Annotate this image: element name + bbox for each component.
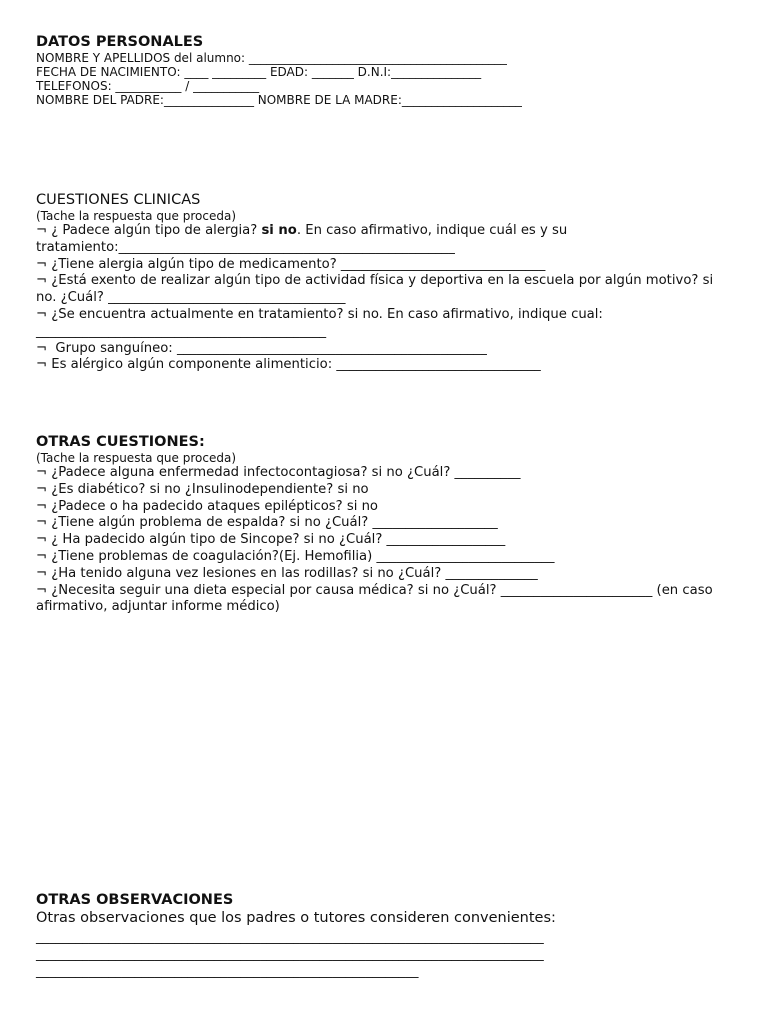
datos-line-telefonos: TELEFONOS: ___________ / ___________ xyxy=(36,79,260,93)
clinicas-q1-post: . En caso afirmativo, indique cuál es y su tratamiento:___________________________________________________ xyxy=(36,223,572,255)
clinicas-q1-pre: ¬ ¿ Padece algún tipo de alergia? xyxy=(36,223,262,238)
clinicas-note: (Tache la respuesta que proceda) xyxy=(36,209,236,223)
clinicas-question-tratamiento: ¬ ¿Se encuentra actualmente en tratamiento? si no. En caso afirmativo, indique cual: ____________________________________________ xyxy=(36,306,608,339)
clinicas-question-alergia xyxy=(36,223,736,257)
clinicas-question-exento: ¬ ¿Está exento de realizar algún tipo de actividad física y deportiva en la escuela por algún motivo? si no. ¿Cuál? ____________________________________ xyxy=(36,273,718,306)
otras-question-rodillas: ¬ ¿Ha tenido alguna vez lesiones en las rodillas? si no ¿Cuál? ______________ xyxy=(36,565,538,581)
clinicas-question-grupo-sanguineo: ¬ Grupo sanguíneo: _______________________________________________ xyxy=(36,340,487,356)
otras-question-coagulacion: ¬ ¿Tiene problemas de coagulación?(Ej. Hemofilia) ___________________________ xyxy=(36,548,555,564)
observaciones-text: Otras observaciones que los padres o tutores consideren convenientes: xyxy=(36,910,556,926)
datos-line-padres: NOMBRE DEL PADRE:_______________ NOMBRE DE LA MADRE:____________________ xyxy=(36,93,522,107)
observaciones-title: OTRAS OBSERVACIONES xyxy=(36,892,234,908)
otras-question-dieta: ¬ ¿Necesita seguir una dieta especial por causa médica? si no ¿Cuál? _______________________ (en caso afirmativo, adjuntar informe médico) xyxy=(36,582,717,615)
section-otras-observaciones xyxy=(36,892,736,980)
otras-question-espalda: ¬ ¿Tiene algún problema de espalda? si no ¿Cuál? ___________________ xyxy=(36,515,498,531)
otras-question-infecto: ¬ ¿Padece alguna enfermedad infectocontagiosa? si no ¿Cuál? __________ xyxy=(36,465,521,480)
datos-line-nombre: NOMBRE Y APELLIDOS del alumno: ___________________________________________ xyxy=(36,51,507,65)
section-datos-personales xyxy=(36,34,736,107)
clinicas-q1-options: si no xyxy=(261,223,297,238)
clinicas-title: CUESTIONES CLINICAS xyxy=(36,192,201,208)
otras-question-epilepsia: ¬ ¿Padece o ha padecido ataques epilépticos? si no xyxy=(36,498,378,514)
datos-title: DATOS PERSONALES xyxy=(36,34,204,50)
observaciones-line-2: _____________________________________________________________________________ xyxy=(36,947,544,962)
otras-question-diabetico: ¬ ¿Es diabético? si no ¿Insulinodependiente? si no xyxy=(36,481,369,497)
clinicas-question-medicamento: ¬ ¿Tiene alergia algún tipo de medicamento? _______________________________ xyxy=(36,256,546,272)
observaciones-line-1: _____________________________________________________________________________ xyxy=(36,930,544,945)
otras-title: OTRAS CUESTIONES: xyxy=(36,434,205,450)
otras-note: (Tache la respuesta que proceda) xyxy=(36,451,236,465)
otras-question-sincope: ¬ ¿ Ha padecido algún tipo de Sincope? si no ¿Cuál? __________________ xyxy=(36,532,506,548)
datos-line-nacimiento: FECHA DE NACIMIENTO: ____ _________ EDAD: _______ D.N.I:_______________ xyxy=(36,65,482,79)
section-otras-cuestiones xyxy=(36,434,736,616)
section-cuestiones-clinicas xyxy=(36,192,736,374)
observaciones-line-3: __________________________________________________________ xyxy=(36,964,419,979)
clinicas-question-alimenticio: ¬ Es alérgico algún componente alimenticio: _______________________________ xyxy=(36,357,541,373)
